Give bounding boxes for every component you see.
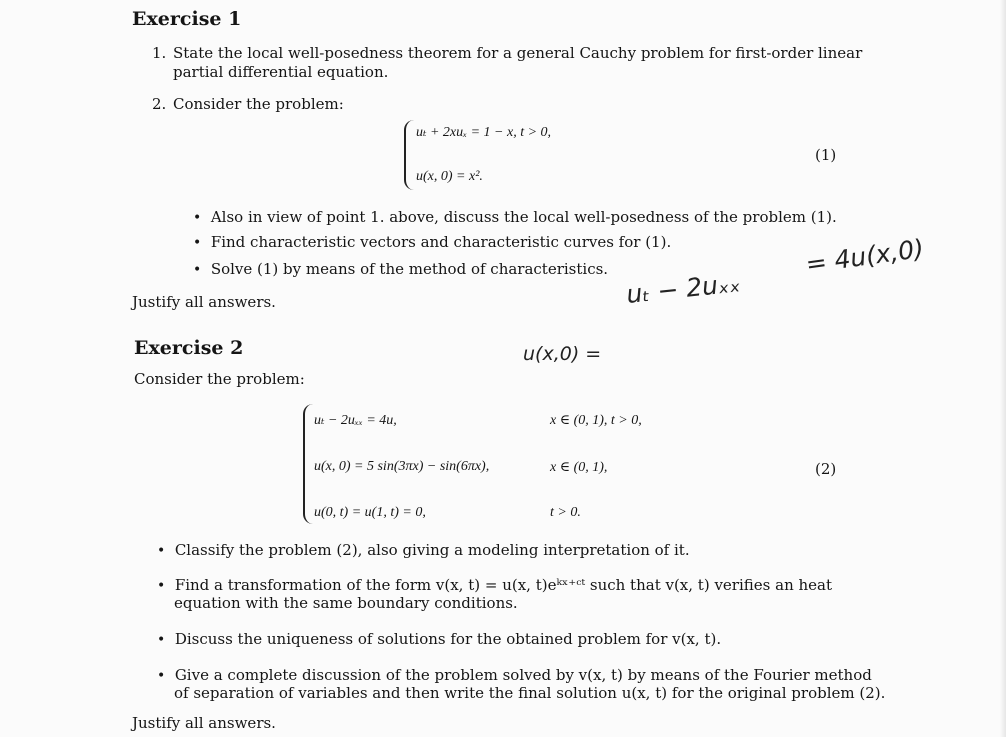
- handwritten-note-2: = 4u(x,0): [803, 233, 926, 279]
- equation-number-2: (2): [815, 460, 837, 478]
- system-1-equation: uₜ + 2xuₓ = 1 − x, t > 0,: [416, 125, 552, 140]
- bullet-2-3-text: Discuss the uniqueness of solutions for the obtained problem for v(x, t).: [174, 630, 722, 648]
- item-2-number: 2.: [152, 95, 167, 113]
- exercise-2-intro: Consider the problem:: [134, 370, 305, 388]
- system-1-brace: [404, 120, 414, 190]
- bullet-2-4: [157, 666, 872, 684]
- system-2-equation: uₜ − 2uₓₓ = 4u,: [314, 413, 397, 428]
- bullet-1-1-text: Also in view of point 1. above, discuss the local well-posedness of the problem (1).: [210, 208, 837, 226]
- bullet-1-1: [193, 208, 837, 226]
- bullet-1-3-text: Solve (1) by means of the method of characteristics.: [210, 260, 609, 278]
- system-2-brace: [303, 404, 314, 524]
- system-2-initial-domain: x ∈ (0, 1),: [550, 460, 608, 475]
- equation-number-1: (1): [815, 146, 837, 164]
- bullet-dot: •: [193, 235, 202, 251]
- system-2-equation-domain: x ∈ (0, 1), t > 0,: [550, 413, 642, 428]
- bullet-2-4-text: Give a complete discussion of the problem solved by v(x, t) by means of the Fourier method: [174, 666, 872, 684]
- item-1-line-2: partial differential equation.: [173, 63, 389, 81]
- bullet-1-2-text: Find characteristic vectors and characteristic curves for (1).: [210, 233, 672, 251]
- bullet-2-1: [157, 541, 690, 559]
- handwritten-note-1: uₜ − 2uₓₓ: [624, 268, 742, 309]
- bullet-dot: •: [157, 668, 166, 684]
- handwritten-note-3: u(x,0) =: [523, 343, 602, 365]
- bullet-dot: •: [193, 210, 202, 226]
- bullet-2-3: [157, 630, 721, 648]
- bullet-2-2-text: Find a transformation of the form v(x, t) = u(x, t)eᵏˣ⁺ᶜᵗ such that v(x, t) verifies an heat: [174, 576, 832, 594]
- bullet-dot: •: [157, 543, 166, 559]
- exercise-2-justify: Justify all answers.: [132, 714, 276, 732]
- bullet-dot: •: [193, 262, 202, 278]
- bullet-1-3: [193, 260, 608, 278]
- page-edge-shadow: [1000, 0, 1006, 737]
- bullet-dot: •: [157, 632, 166, 648]
- bullet-2-2-line-2: equation with the same boundary conditions.: [174, 594, 518, 612]
- item-1-line-1: State the local well-posedness theorem for a general Cauchy problem for first-order linear: [173, 44, 863, 62]
- bullet-dot: •: [157, 578, 166, 594]
- exercise-1-title: Exercise 1: [132, 8, 242, 30]
- system-2-boundary-condition: u(0, t) = u(1, t) = 0,: [314, 505, 426, 520]
- item-2-text: Consider the problem:: [173, 95, 344, 113]
- system-1-initial-condition: u(x, 0) = x².: [416, 169, 483, 184]
- exercise-1-justify: Justify all answers.: [132, 293, 276, 311]
- system-2-boundary-domain: t > 0.: [550, 505, 581, 520]
- bullet-1-2: [193, 233, 671, 251]
- system-2-initial-condition: u(x, 0) = 5 sin(3πx) − sin(6πx),: [314, 459, 490, 474]
- item-1-number: 1.: [152, 44, 167, 62]
- bullet-2-2: [157, 576, 832, 594]
- bullet-2-1-text: Classify the problem (2), also giving a modeling interpretation of it.: [174, 541, 690, 559]
- exercise-2-title: Exercise 2: [134, 337, 244, 359]
- bullet-2-4-line-2: of separation of variables and then write the final solution u(x, t) for the original problem (2).: [174, 684, 886, 702]
